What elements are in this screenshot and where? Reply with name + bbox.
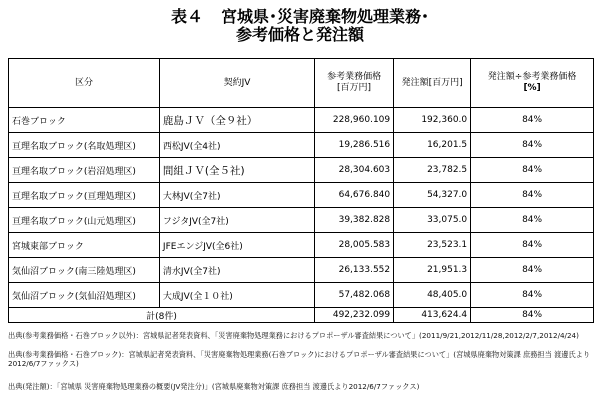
document-title xyxy=(0,8,600,44)
table-row xyxy=(9,233,594,258)
row-jv: 西松JV(全4社) xyxy=(159,133,314,158)
header-rate-line1: 発注額÷参考業務価格 xyxy=(487,72,577,82)
header-ref-price-line2: [百万円] xyxy=(337,83,372,93)
row-ref-price: 228,960.109 xyxy=(315,108,394,133)
row-rate: 84% xyxy=(471,133,594,158)
row-jv: 大林JV(全7社) xyxy=(159,183,314,208)
row-bid: 16,201.5 xyxy=(394,133,471,158)
row-ref-price: 39,382.828 xyxy=(315,208,394,233)
row-jv: 大成JV(全１０社) xyxy=(159,283,314,308)
row-rate: 84% xyxy=(471,108,594,133)
row-block: 気仙沼ブロック(気仙沼処理区) xyxy=(9,283,160,308)
row-block: 亘理名取ブロック(山元処理区) xyxy=(9,208,160,233)
row-jv: 清水JV(全7社) xyxy=(159,258,314,283)
header-ref-price-line1: 参考業務価格 xyxy=(327,72,382,82)
source-note-3: 出典(発注額)：「宮城県 災害廃棄物処理業務の概要(JV発注分)」(宮城県廃棄物対策課 庶務担当 渡邊氏より2012/6/7ファックス) xyxy=(8,382,420,391)
row-rate: 84% xyxy=(471,183,594,208)
total-label: 計(8件) xyxy=(9,308,315,323)
row-ref-price: 28,304.603 xyxy=(315,158,394,183)
row-rate: 84% xyxy=(471,158,594,183)
header-ref-price xyxy=(315,59,394,108)
row-bid: 54,327.0 xyxy=(394,183,471,208)
row-bid: 48,405.0 xyxy=(394,283,471,308)
row-rate: 84% xyxy=(471,233,594,258)
header-row xyxy=(9,59,594,108)
header-bid: 発注額[百万円] xyxy=(394,59,471,108)
table-row xyxy=(9,108,594,133)
header-block: 区分 xyxy=(9,59,160,108)
header-rate-line2: [%] xyxy=(523,83,541,93)
title-line-1 xyxy=(0,8,600,26)
row-ref-price: 26,133.552 xyxy=(315,258,394,283)
table-body xyxy=(9,108,594,308)
row-block: 亘理名取ブロック(岩沼処理区) xyxy=(9,158,160,183)
row-rate: 84% xyxy=(471,208,594,233)
row-bid: 23,782.5 xyxy=(394,158,471,183)
total-bid: 413,624.4 xyxy=(394,308,471,323)
table-row xyxy=(9,133,594,158)
row-bid: 21,951.3 xyxy=(394,258,471,283)
table-row xyxy=(9,258,594,283)
row-rate: 84% xyxy=(471,283,594,308)
row-ref-price: 64,676.840 xyxy=(315,183,394,208)
row-rate: 84% xyxy=(471,258,594,283)
row-block: 亘理名取ブロック(亘理処理区) xyxy=(9,183,160,208)
table-number: 表４ xyxy=(170,7,203,26)
row-bid: 192,360.0 xyxy=(394,108,471,133)
row-block: 亘理名取ブロック(名取処理区) xyxy=(9,133,160,158)
row-jv: 鹿島ＪＶ（全９社） xyxy=(159,108,314,133)
header-rate xyxy=(471,59,594,108)
header-jv: 契約JV xyxy=(159,59,314,108)
source-notes xyxy=(8,331,594,391)
row-jv: 間組ＪＶ(全５社) xyxy=(159,158,314,183)
total-ref: 492,232.099 xyxy=(315,308,394,323)
table-row xyxy=(9,158,594,183)
table-row xyxy=(9,208,594,233)
source-note-2: 出典(参考業務価格・石巻ブロック)：宮城県記者発表資料、「災害廃棄物処理業務(石巻ブロック)におけるプロポーザル審査結果について」(宮城県廃棄物対策課 庶務担当 渡邊氏より2012/6/7ファックス) xyxy=(8,350,591,368)
title-line-2: 参考価格と発注額 xyxy=(235,25,364,44)
row-block: 宮城東部ブロック xyxy=(9,233,160,258)
row-ref-price: 19,286.516 xyxy=(315,133,394,158)
row-ref-price: 57,482.068 xyxy=(315,283,394,308)
total-row xyxy=(9,308,594,323)
row-bid: 33,075.0 xyxy=(394,208,471,233)
total-rate: 84% xyxy=(471,308,594,323)
table-row xyxy=(9,183,594,208)
row-block: 石巻ブロック xyxy=(9,108,160,133)
price-table xyxy=(8,58,594,323)
row-ref-price: 28,005.583 xyxy=(315,233,394,258)
table-row xyxy=(9,283,594,308)
row-jv: JFEエンジJV(全6社) xyxy=(159,233,314,258)
source-note-1: 出典(参考業務価格・石巻ブロック以外)：宮城県記者発表資料、「災害廃棄物処理業務におけるプロポーザル審査結果について」(2011/9/21,2012/11/28,2012/2/7,2012/4/24) xyxy=(8,331,579,340)
title-text-1: 宮城県･災害廃棄物処理業務･ xyxy=(221,7,430,26)
row-block: 気仙沼ブロック(南三陸処理区) xyxy=(9,258,160,283)
row-jv: フジタJV(全7社) xyxy=(159,208,314,233)
row-bid: 23,523.1 xyxy=(394,233,471,258)
